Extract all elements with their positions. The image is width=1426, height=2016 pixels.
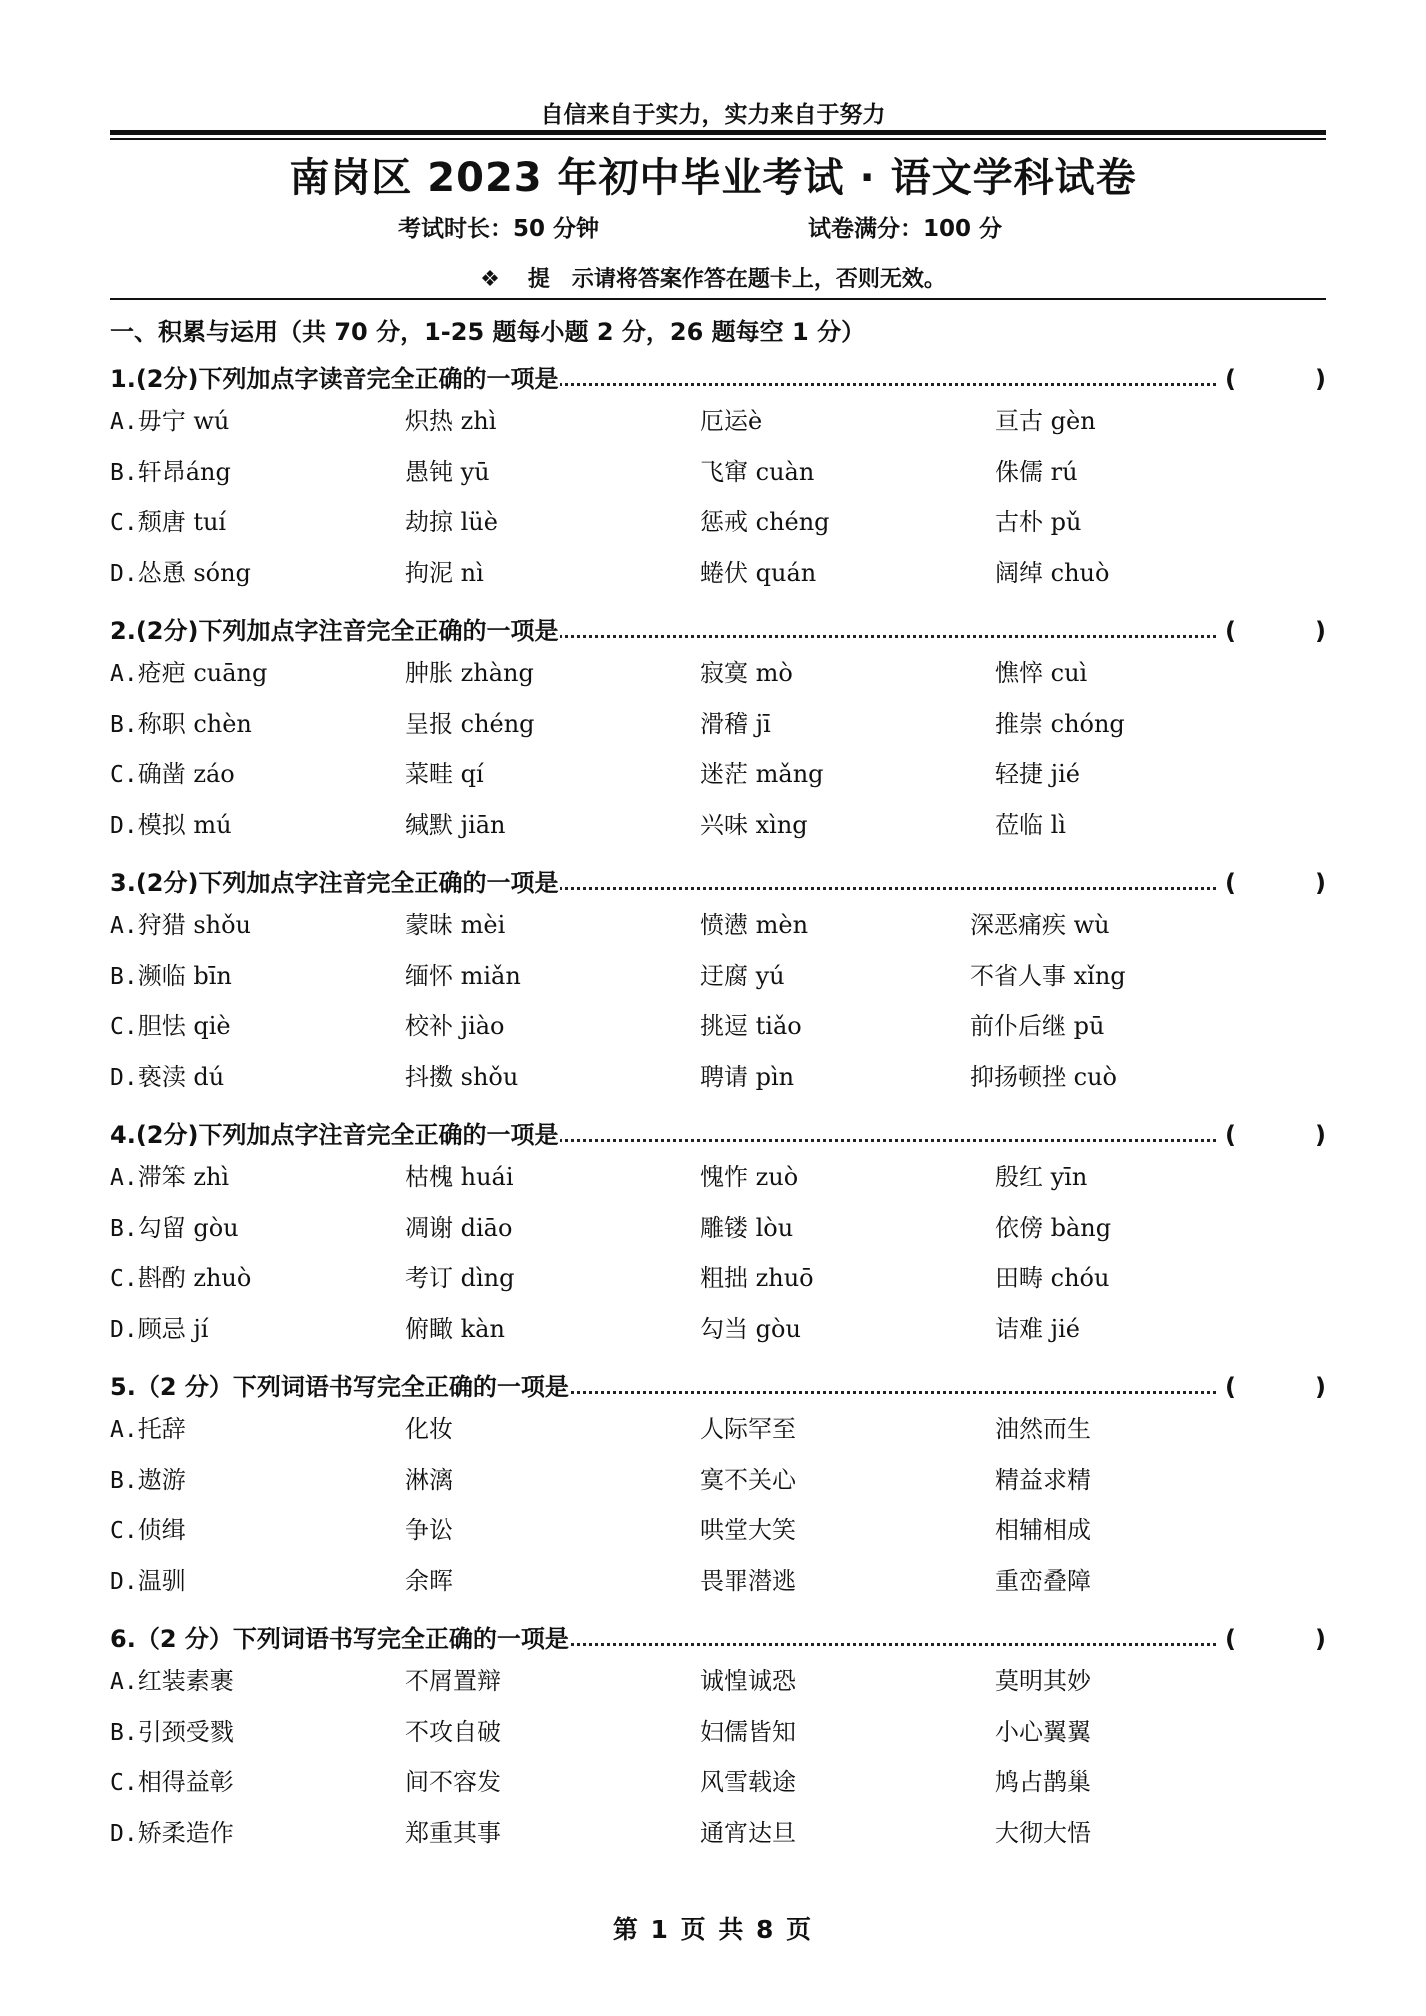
option-text: 胆怯 qiè (137, 1012, 231, 1040)
option-item: 惩戒 chéng (700, 508, 830, 536)
option-row-b (110, 1203, 1326, 1254)
option-item: 莅临 lì (995, 810, 1066, 839)
option-text: 勾留 gòu (137, 1213, 239, 1242)
option-letter: B. (110, 459, 138, 486)
option-row-b (110, 699, 1326, 750)
option-item: 愧怍 zuò (700, 1163, 799, 1191)
answer-paren-open: ( (1225, 1625, 1236, 1653)
header-rule-thick (110, 130, 1326, 135)
answer-paren-close: ) (1315, 617, 1326, 645)
option-item: 通宵达旦 (700, 1818, 796, 1847)
option-letter: C. (110, 1770, 138, 1796)
option-item: 寂寞 mò (700, 659, 793, 687)
option-item: 寞不关心 (700, 1465, 796, 1494)
option-item (110, 396, 229, 447)
option-row-a (110, 900, 1326, 951)
option-text: 斟酌 zhuò (137, 1264, 252, 1292)
option-item (110, 1304, 208, 1355)
option-item (110, 1505, 186, 1556)
option-row-c (110, 1253, 1326, 1304)
option-row-d (110, 800, 1326, 851)
page-footer: 第 1 页 共 8 页 (612, 1915, 814, 1944)
option-item (110, 1808, 234, 1859)
option-text: 矫柔造作 (137, 1818, 234, 1847)
option-item: 呈报 chéng (405, 709, 535, 738)
option-letter: D. (110, 1568, 138, 1595)
option-letter: B. (110, 711, 138, 738)
option-item (110, 951, 232, 1002)
question-stem-text: 3.(2分)下列加点字注音完全正确的一项是 (110, 866, 560, 900)
notice-rule (110, 298, 1326, 300)
option-text: 相得益彰 (137, 1768, 234, 1796)
notice (0, 262, 1426, 293)
option-item: 炽热 zhì (405, 407, 497, 435)
option-letter: D. (110, 1316, 138, 1343)
option-item: 风雪载途 (700, 1768, 796, 1796)
option-item (110, 749, 235, 800)
question-stem (110, 1370, 1326, 1404)
option-item: 雕镂 lòu (700, 1213, 794, 1242)
section-heading: 一、积累与运用（共 70 分，1-25 题每小题 2 分，26 题每空 1 分） (110, 318, 866, 346)
option-text: 濒临 bīn (137, 961, 232, 990)
answer-paren-close: ) (1315, 1625, 1326, 1653)
option-row-a (110, 1404, 1326, 1455)
option-item: 小心翼翼 (995, 1717, 1091, 1746)
option-item: 重峦叠障 (995, 1566, 1091, 1595)
option-item: 厄运è (700, 407, 763, 435)
option-letter: D. (110, 1064, 138, 1091)
question-stem-text: 1.(2分)下列加点字读音完全正确的一项是 (110, 362, 560, 396)
option-item: 劫掠 lüè (405, 508, 498, 536)
option-row-d (110, 1304, 1326, 1355)
question-2 (110, 614, 1326, 850)
option-item (110, 1253, 251, 1304)
option-letter: A. (110, 661, 138, 687)
option-row-d (110, 1808, 1326, 1859)
option-item (110, 648, 267, 699)
option-item: 化妆 (405, 1415, 453, 1443)
option-letter: A. (110, 1417, 138, 1443)
option-item (110, 699, 252, 750)
option-item: 大彻大悟 (995, 1818, 1091, 1847)
option-item: 不攻自破 (405, 1717, 501, 1746)
answer-paren-close: ) (1315, 1121, 1326, 1149)
option-text: 模拟 mú (137, 810, 232, 839)
answer-paren-close: ) (1315, 869, 1326, 897)
option-item: 诚惶诚恐 (700, 1667, 796, 1695)
question-stem (110, 1118, 1326, 1152)
option-text: 毋宁 wú (137, 407, 230, 435)
option-item (110, 800, 232, 851)
option-text: 亵渎 dú (137, 1062, 225, 1091)
option-text: 颓唐 tuí (137, 508, 227, 536)
option-row-d (110, 1556, 1326, 1607)
option-item: 哄堂大笑 (700, 1516, 796, 1544)
question-stem (110, 866, 1326, 900)
option-text: 引颈受戮 (137, 1717, 234, 1746)
answer-paren-open: ( (1225, 365, 1236, 393)
option-text: 疮疤 cuāng (137, 659, 268, 687)
exam-duration: 考试时长：50 分钟 (398, 216, 600, 242)
question-6 (110, 1622, 1326, 1858)
option-item: 淋漓 (405, 1465, 453, 1494)
option-item: 飞窜 cuàn (700, 457, 815, 486)
option-row-a (110, 396, 1326, 447)
option-item: 蜷伏 quán (700, 558, 817, 587)
option-item: 兴味 xìng (700, 810, 808, 839)
option-item (110, 1455, 186, 1506)
option-item: 憔悴 cuì (995, 659, 1088, 687)
option-item: 间不容发 (405, 1768, 501, 1796)
option-item: 肿胀 zhàng (405, 659, 534, 687)
option-row-c (110, 1505, 1326, 1556)
answer-paren-close: ) (1315, 1373, 1326, 1401)
option-item: 余晖 (405, 1566, 453, 1595)
option-item: 阔绰 chuò (995, 558, 1110, 587)
option-item: 相辅相成 (995, 1516, 1091, 1544)
option-item: 古朴 pǔ (995, 508, 1082, 536)
option-letter: A. (110, 409, 138, 435)
option-row-a (110, 1656, 1326, 1707)
option-text: 狩猎 shǒu (137, 911, 252, 939)
diamond-icon: ❖ (480, 267, 500, 292)
option-text: 顾忌 jí (137, 1314, 209, 1343)
option-letter: C. (110, 1518, 138, 1544)
option-row-d (110, 548, 1326, 599)
option-item (110, 1404, 186, 1455)
option-item (110, 1707, 234, 1758)
option-letter: B. (110, 963, 138, 990)
option-letter: C. (110, 762, 138, 788)
option-item: 抖擞 shǒu (405, 1062, 519, 1091)
question-5 (110, 1370, 1326, 1606)
option-letter: A. (110, 1669, 138, 1695)
option-item (110, 1656, 234, 1707)
option-item: 勾当 gòu (700, 1314, 801, 1343)
option-item: 考订 dìng (405, 1264, 515, 1292)
option-item: 人际罕至 (700, 1415, 796, 1443)
option-item: 不屑置辩 (405, 1667, 501, 1695)
question-stem-text: 2.(2分)下列加点字注音完全正确的一项是 (110, 614, 560, 648)
option-item (110, 1556, 186, 1607)
option-row-c (110, 1001, 1326, 1052)
option-text: 怂恿 sóng (137, 558, 251, 587)
option-item: 聘请 pìn (700, 1062, 795, 1091)
question-4 (110, 1118, 1326, 1354)
question-stem-text: 4.(2分)下列加点字注音完全正确的一项是 (110, 1118, 560, 1152)
option-row-d (110, 1052, 1326, 1103)
option-item: 抑扬顿挫 cuò (970, 1062, 1117, 1091)
header-rule-thin (110, 138, 1326, 140)
option-item: 愚钝 yū (405, 457, 490, 486)
question-3 (110, 866, 1326, 1102)
option-row-a (110, 1152, 1326, 1203)
option-item: 郑重其事 (405, 1818, 501, 1847)
option-item: 滑稽 jī (700, 709, 771, 738)
option-item: 前仆后继 pū (970, 1012, 1105, 1040)
option-item (110, 900, 251, 951)
exam-full-score: 试卷满分：100 分 (808, 216, 1003, 242)
option-item: 校补 jiào (405, 1012, 505, 1040)
option-item: 不省人事 xǐng (970, 961, 1126, 990)
option-item: 缄默 jiān (405, 810, 506, 839)
option-item: 缅怀 miǎn (405, 961, 521, 990)
option-row-c (110, 1757, 1326, 1808)
option-item: 依傍 bàng (995, 1213, 1112, 1242)
option-item: 愤懑 mèn (700, 911, 809, 939)
option-letter: D. (110, 1820, 138, 1847)
option-item (110, 1757, 234, 1808)
answer-paren-open: ( (1225, 869, 1236, 897)
option-letter: A. (110, 1165, 138, 1191)
question-stem (110, 614, 1326, 648)
option-item: 莫明其妙 (995, 1667, 1091, 1695)
option-item: 亘古 gèn (995, 407, 1096, 435)
option-row-b (110, 1455, 1326, 1506)
option-item: 争讼 (405, 1516, 453, 1544)
option-letter: A. (110, 913, 138, 939)
option-item (110, 447, 231, 498)
option-letter: B. (110, 1215, 138, 1242)
option-text: 遨游 (137, 1465, 186, 1494)
option-item (110, 1052, 224, 1103)
question-stem-text: 6.（2 分）下列词语书写完全正确的一项是 (110, 1622, 571, 1656)
option-item: 畏罪潜逃 (700, 1566, 796, 1595)
option-item: 迂腐 yú (700, 961, 785, 990)
answer-paren-open: ( (1225, 1121, 1236, 1149)
option-letter: C. (110, 1266, 138, 1292)
option-text: 托辞 (137, 1415, 186, 1443)
option-row-a (110, 648, 1326, 699)
option-row-c (110, 497, 1326, 548)
question-stem (110, 362, 1326, 396)
notice-text: 提 示请将答案作答在题卡上，否则无效。 (527, 267, 946, 292)
option-text: 红装素裹 (137, 1667, 234, 1695)
option-item: 轻捷 jié (995, 760, 1080, 788)
option-text: 温驯 (137, 1566, 186, 1595)
option-item: 俯瞰 kàn (405, 1314, 505, 1343)
option-letter: C. (110, 1014, 138, 1040)
answer-paren-open: ( (1225, 1373, 1236, 1401)
exam-meta (0, 210, 1426, 240)
option-item: 凋谢 diāo (405, 1213, 513, 1242)
question-stem (110, 1622, 1326, 1656)
option-item: 鸠占鹊巢 (995, 1768, 1091, 1796)
answer-paren-open: ( (1225, 617, 1236, 645)
option-text: 确凿 záo (137, 760, 235, 788)
option-item: 诘难 jié (995, 1314, 1080, 1343)
option-text: 侦缉 (137, 1516, 186, 1544)
option-row-b (110, 447, 1326, 498)
option-item: 精益求精 (995, 1465, 1091, 1494)
option-text: 轩昂áng (137, 457, 231, 486)
option-item: 蒙昧 mèi (405, 911, 506, 939)
option-item: 妇儒皆知 (700, 1717, 796, 1746)
option-letter: B. (110, 1719, 138, 1746)
option-row-b (110, 951, 1326, 1002)
option-item (110, 548, 251, 599)
option-item: 油然而生 (995, 1415, 1091, 1443)
option-item: 菜畦 qí (405, 760, 484, 788)
option-item: 迷茫 mǎng (700, 760, 824, 788)
option-item (110, 1152, 229, 1203)
option-item: 粗拙 zhuō (700, 1264, 814, 1292)
option-item: 深恶痛疾 wù (970, 911, 1110, 939)
option-item (110, 497, 226, 548)
option-item: 殷红 yīn (995, 1163, 1088, 1191)
option-letter: D. (110, 812, 138, 839)
question-1 (110, 362, 1326, 598)
option-row-c (110, 749, 1326, 800)
option-item: 侏儒 rú (995, 457, 1078, 486)
option-item: 挑逗 tiǎo (700, 1012, 802, 1040)
option-row-b (110, 1707, 1326, 1758)
option-item: 田畴 chóu (995, 1264, 1110, 1292)
answer-paren-close: ) (1315, 365, 1326, 393)
option-letter: C. (110, 510, 138, 536)
option-text: 滞笨 zhì (137, 1163, 230, 1191)
header-motto: 自信来自于实力，实力来自于努力 (540, 102, 886, 128)
option-letter: D. (110, 560, 138, 587)
option-item: 拘泥 nì (405, 558, 484, 587)
option-item (110, 1001, 231, 1052)
question-stem-text: 5.（2 分）下列词语书写完全正确的一项是 (110, 1370, 571, 1404)
option-item (110, 1203, 239, 1254)
option-text: 称职 chèn (137, 709, 252, 738)
option-item: 枯槐 huái (405, 1163, 514, 1191)
option-item: 推崇 chóng (995, 709, 1125, 738)
option-letter: B. (110, 1467, 138, 1494)
page-title: 南岗区 2023 年初中毕业考试 · 语文学科试卷 (289, 155, 1137, 201)
